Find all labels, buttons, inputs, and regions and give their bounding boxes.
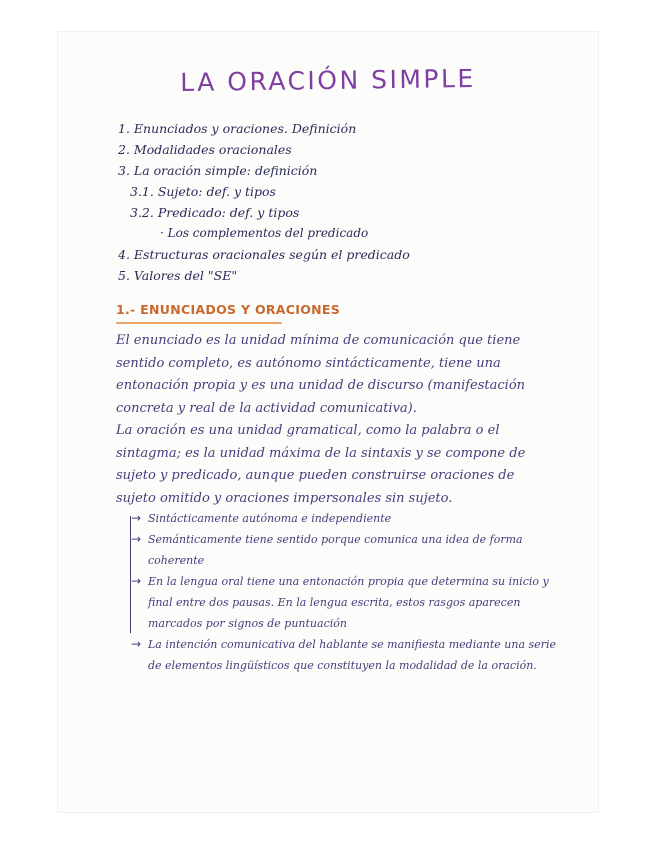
arrow-icon: → (131, 637, 142, 651)
topic-index (118, 118, 410, 286)
index-item: 3. La oración simple: definición (118, 163, 318, 178)
list-item (130, 571, 560, 634)
index-item: 2. Modalidades oracionales (118, 142, 292, 157)
heading-underline (116, 322, 282, 324)
list-item-text: Semánticamente tiene sentido porque comunica una idea de forma coherente (148, 533, 523, 567)
section-heading: 1.- ENUNCIADOS Y ORACIONES (116, 302, 341, 317)
list-item (130, 529, 560, 571)
arrow-icon: → (131, 574, 142, 588)
characteristics-list (130, 508, 560, 676)
list-item-text: Sintácticamente autónoma e independiente (148, 512, 392, 525)
list-item (130, 634, 560, 676)
index-item: · Los complementos del predicado (160, 226, 369, 240)
index-item: 5. Valores del "SE" (118, 268, 238, 283)
index-item: 3.2. Predicado: def. y tipos (130, 205, 300, 220)
index-item: 1. Enunciados y oraciones. Definición (118, 121, 357, 136)
oracion-paragraph: La oración es una unidad gramatical, como la palabra o el sintagma; es la unidad máxima de la sintaxis y se compone de sujeto y predicado, aunque pueden construirse oraciones de sujeto omitido y oraciones impersonales sin sujeto. (116, 423, 526, 506)
list-item (130, 508, 560, 529)
arrow-icon: → (131, 532, 142, 546)
index-item: 4. Estructuras oracionales según el predicado (118, 247, 410, 262)
enunciado-paragraph: El enunciado es la unidad mínima de comunicación que tiene sentido completo, es autónomo sintácticamente, tiene una entonación propia y es una unidad de discurso (manifestación concreta y real de la actividad comunicativa). (116, 333, 526, 416)
list-item-text: En la lengua oral tiene una entonación propia que determina su inicio y final entre dos pausas. En la lengua escrita, estos rasgos aparecen marcados por signos de puntuación (148, 575, 549, 630)
arrow-icon: → (131, 511, 142, 525)
index-item: 3.1. Sujeto: def. y tipos (130, 184, 276, 199)
list-item-text: La intención comunicativa del hablante se manifiesta mediante una serie de elementos lingüísticos que constituyen la modalidad de la oración. (148, 638, 556, 672)
page-title: LA ORACIÓN SIMPLE (180, 63, 476, 98)
notebook-page (58, 32, 598, 812)
